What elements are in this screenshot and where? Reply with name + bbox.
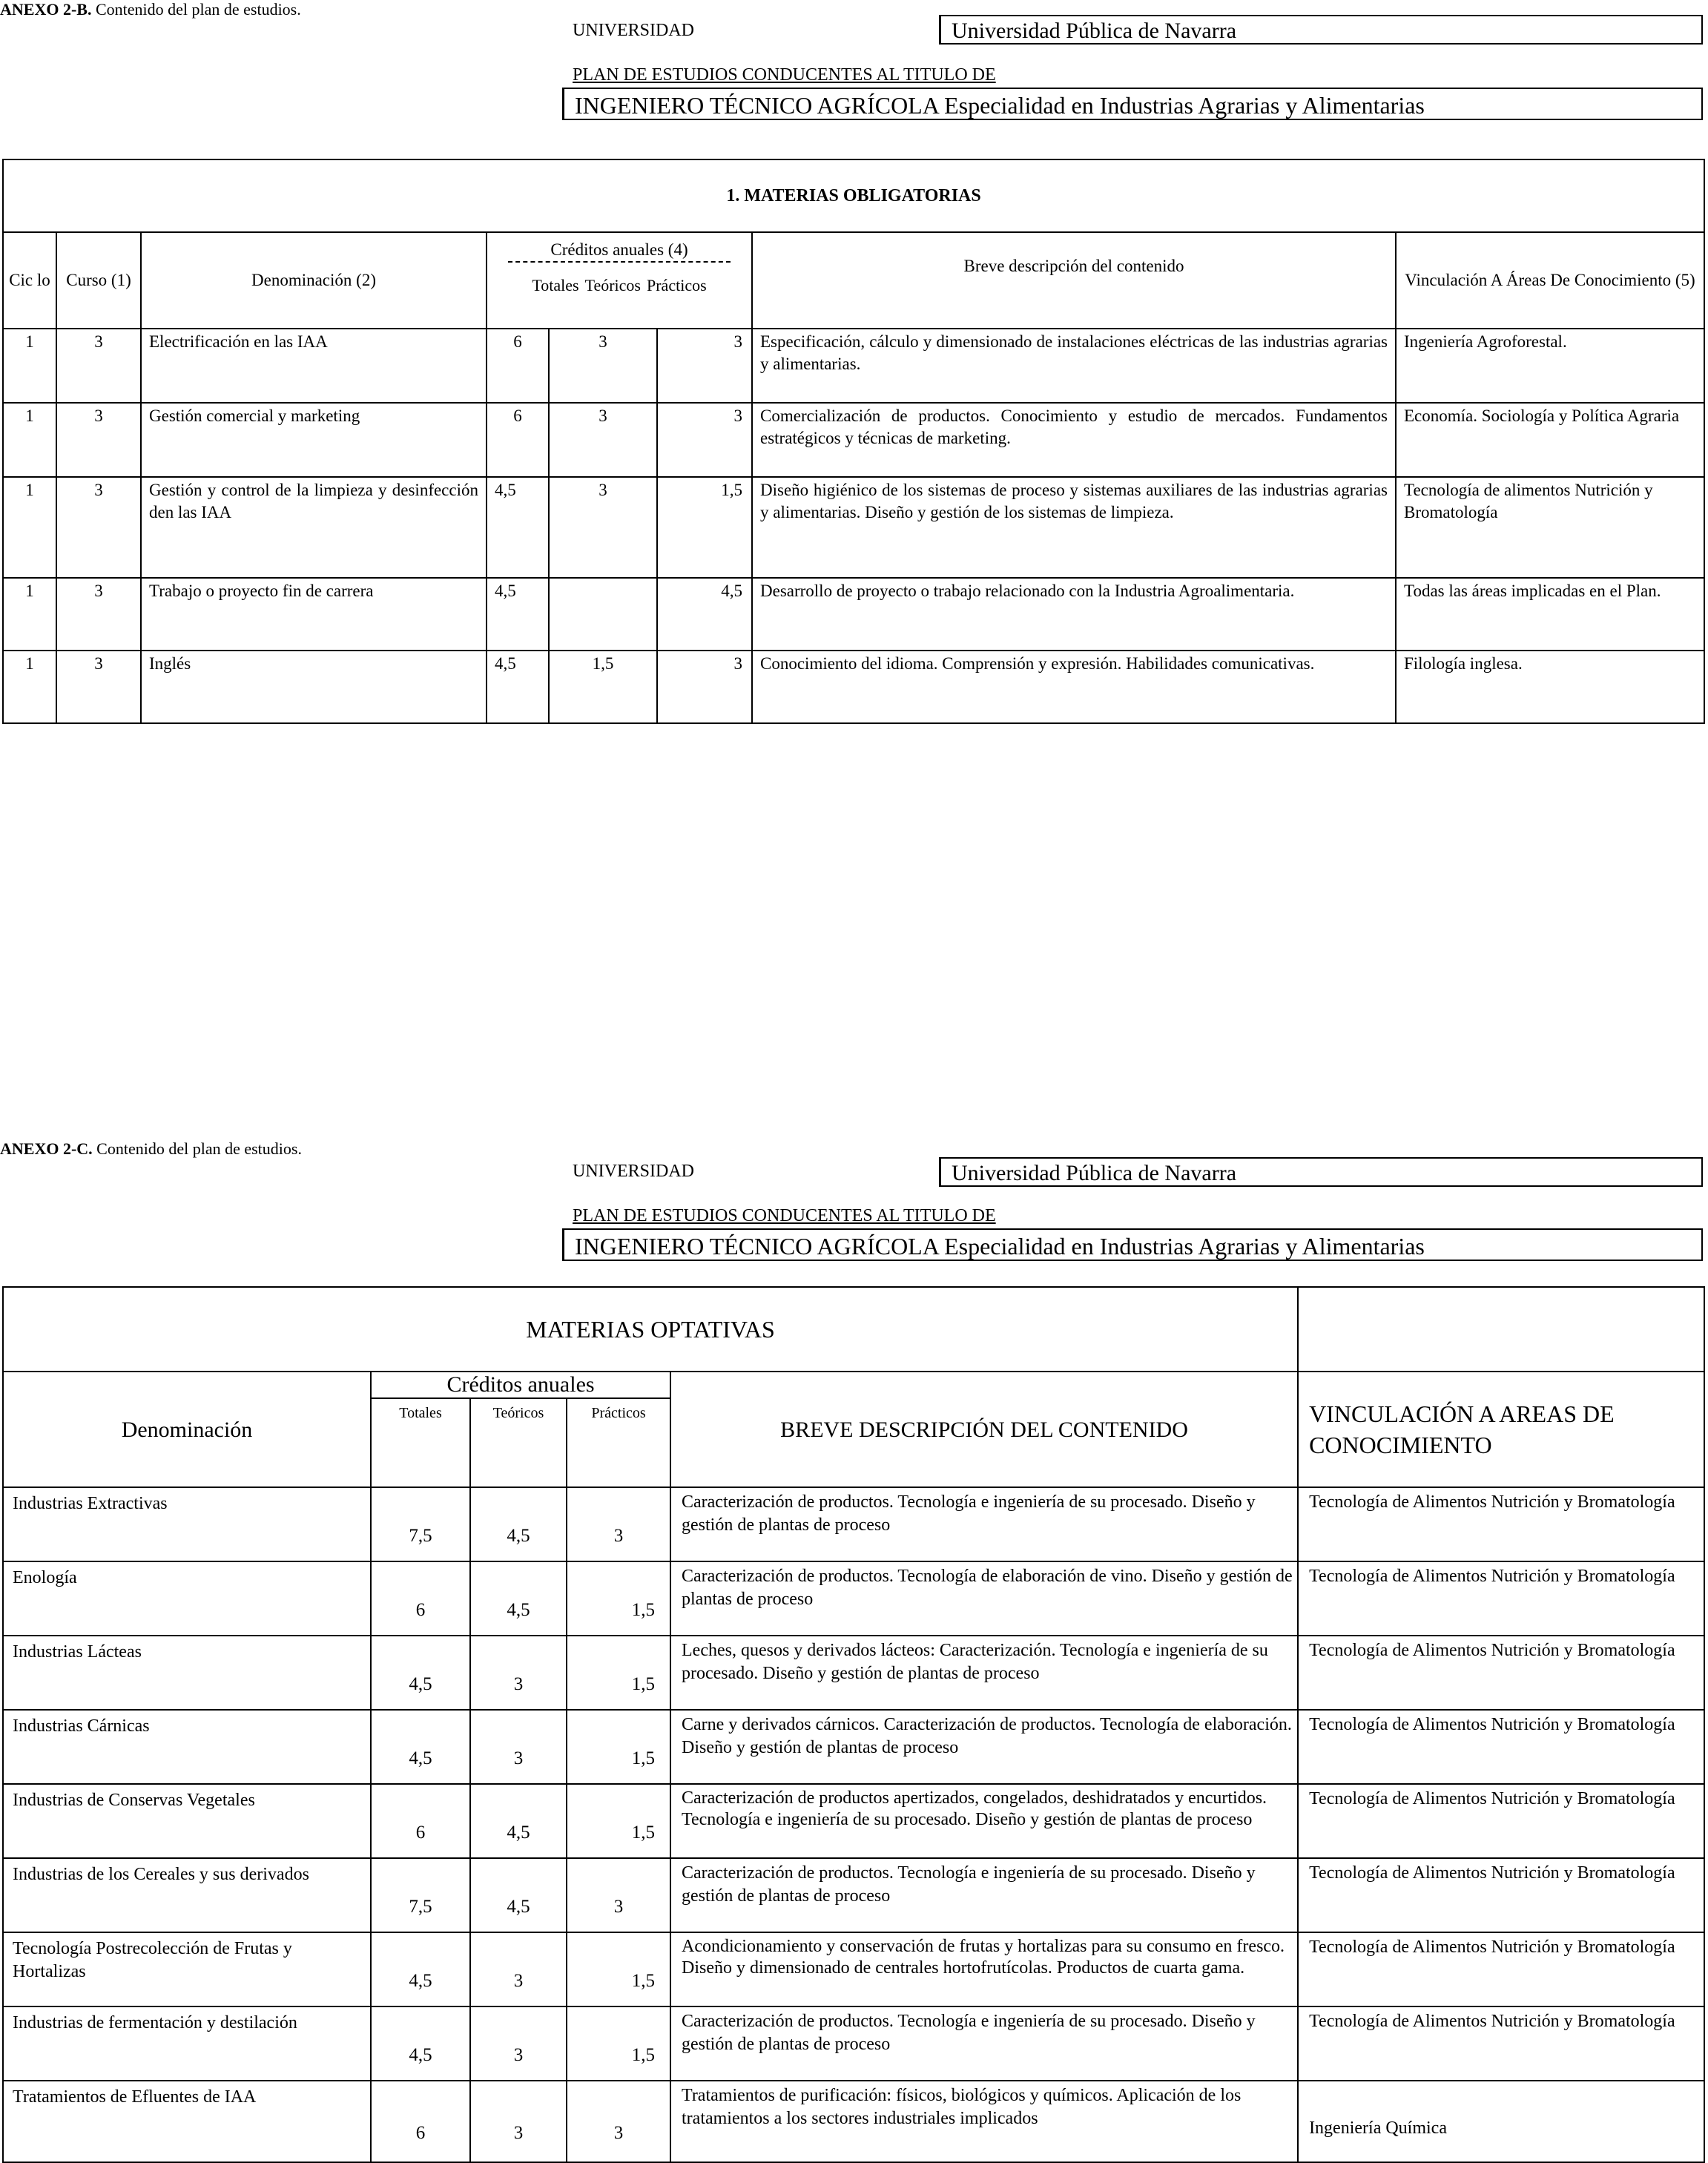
cell-curso: 3 (56, 477, 141, 578)
cell-denominacion: Industrias Lácteas (3, 1636, 371, 1710)
cell-denominacion: Gestión y control de la limpieza y desinfección den las IAA (141, 477, 487, 578)
cell-teoricos: 3 (470, 2006, 567, 2081)
cell-ciclo: 1 (3, 477, 56, 578)
cell-vinculacion: Tecnología de Alimentos Nutrición y Bromatología (1298, 1561, 1704, 1636)
blank-header-cell (1298, 1287, 1704, 1372)
cell-descripcion: Acondicionamiento y conservación de frutas y hortalizas para su consumo en fresco. Diseño y dimensionado de centrales hortofrutícolas. Productos de cuarta gama. (670, 1932, 1298, 2006)
header-practicos: Prácticos (567, 1398, 670, 1487)
anexo-b-label: ANEXO 2-B. Contenido del plan de estudios. (0, 0, 301, 19)
cell-vinculacion: Tecnología de Alimentos Nutrición y Bromatología (1298, 1710, 1704, 1784)
cell-practicos: 1,5 (567, 1784, 670, 1858)
cell-denominacion: Enología (3, 1561, 371, 1636)
cell-descripcion: Caracterización de productos. Tecnología e ingeniería de su procesado. Diseño y gestión de plantas de proceso (670, 2006, 1298, 2081)
cell-totales: 6 (371, 2081, 470, 2162)
table-row (3, 1487, 1704, 1561)
cell-denominacion: Electrificación en las IAA (141, 329, 487, 403)
cell-descripcion: Especificación, cálculo y dimensionado de instalaciones eléctricas de las industrias agrarias y alimentarias. (752, 329, 1396, 403)
cell-curso: 3 (56, 329, 141, 403)
table-row (3, 1784, 1704, 1858)
cell-descripcion: Leches, quesos y derivados lácteos: Caracterización. Tecnología e ingeniería de su procesado. Diseño y gestión de plantas de proceso (670, 1636, 1298, 1710)
cell-descripcion: Tratamientos de purificación: físicos, biológicos y químicos. Aplicación de los tratamientos a los sectores industriales implicados (670, 2081, 1298, 2162)
header-descripcion: BREVE DESCRIPCIÓN DEL CONTENIDO (670, 1372, 1298, 1487)
cell-practicos: 3 (567, 1858, 670, 1932)
cell-totales: 4,5 (371, 1636, 470, 1710)
cell-denominacion: Tecnología Postrecolección de Frutas y Hortalizas (3, 1932, 371, 2006)
table-row (3, 477, 1704, 578)
section-title: MATERIAS OPTATIVAS (3, 1287, 1298, 1372)
cell-vinculacion: Ingeniería Agroforestal. (1396, 329, 1704, 403)
materias-optativas-table (2, 1286, 1705, 2163)
cell-denominacion: Industrias de Conservas Vegetales (3, 1784, 371, 1858)
cell-ciclo: 1 (3, 403, 56, 477)
cell-denominacion: Industrias Extractivas (3, 1487, 371, 1561)
cell-descripcion: Carne y derivados cárnicos. Caracterización de productos. Tecnología de elaboración. Diseño y gestión de plantas de proceso (670, 1710, 1298, 1784)
cell-descripcion: Conocimiento del idioma. Comprensión y expresión. Habilidades comunicativas. (752, 651, 1396, 723)
plan-label: PLAN DE ESTUDIOS CONDUCENTES AL TITULO DE (573, 65, 996, 85)
header-creditos (487, 232, 752, 329)
table-row (3, 1858, 1704, 1932)
header-creditos-title: Créditos anuales (4) (550, 240, 688, 259)
cell-ciclo: 1 (3, 578, 56, 651)
cell-totales: 6 (487, 403, 549, 477)
cell-totales: 4,5 (371, 1710, 470, 1784)
titulo-box: INGENIERO TÉCNICO AGRÍCOLA Especialidad en Industrias Agrarias y Alimentarias (562, 1228, 1703, 1261)
section-title: 1. MATERIAS OBLIGATORIAS (3, 159, 1704, 232)
cell-vinculacion: Ingeniería Química (1298, 2081, 1704, 2162)
cell-practicos: 3 (657, 651, 752, 723)
cell-totales: 4,5 (371, 2006, 470, 2081)
table-row (3, 1932, 1704, 2006)
table-row (3, 1561, 1704, 1636)
table-row (3, 2081, 1704, 2162)
cell-descripcion: Caracterización de productos. Tecnología de elaboración de vino. Diseño y gestión de plantas de proceso (670, 1561, 1298, 1636)
cell-curso: 3 (56, 578, 141, 651)
cell-totales: 7,5 (371, 1858, 470, 1932)
table-row (3, 1636, 1704, 1710)
cell-teoricos: 3 (470, 2081, 567, 2162)
cell-practicos: 1,5 (567, 1710, 670, 1784)
anexo-c-label: ANEXO 2-C. Contenido del plan de estudios. (0, 1139, 302, 1158)
cell-totales: 6 (487, 329, 549, 403)
cell-teoricos: 3 (549, 477, 657, 578)
cell-practicos: 3 (567, 1487, 670, 1561)
table-row (3, 1710, 1704, 1784)
cell-practicos: 3 (657, 403, 752, 477)
header-curso: Curso (1) (56, 232, 141, 329)
table-row (3, 2006, 1704, 2081)
cell-totales: 4,5 (371, 1932, 470, 2006)
cell-teoricos: 4,5 (470, 1561, 567, 1636)
cell-practicos: 1,5 (567, 1932, 670, 2006)
cell-descripcion: Comercialización de productos. Conocimiento y estudio de mercados. Fundamentos estratégicos y técnicas de marketing. (752, 403, 1396, 477)
cell-teoricos: 3 (470, 1710, 567, 1784)
cell-practicos: 3 (657, 329, 752, 403)
header-totales: Totales (532, 276, 579, 294)
cell-descripcion: Diseño higiénico de los sistemas de proceso y sistemas auxiliares de las industrias agrarias y alimentarias. Diseño y gestión de los sistemas de limpieza. (752, 477, 1396, 578)
cell-ciclo: 1 (3, 329, 56, 403)
cell-vinculacion: Tecnología de Alimentos Nutrición y Bromatología (1298, 1487, 1704, 1561)
cell-descripcion: Caracterización de productos. Tecnología e ingeniería de su procesado. Diseño y gestión de plantas de proceso (670, 1858, 1298, 1932)
cell-practicos: 1,5 (567, 1561, 670, 1636)
cell-teoricos: 3 (549, 329, 657, 403)
dashed-divider (508, 261, 731, 263)
cell-practicos: 4,5 (657, 578, 752, 651)
creditos-subheaders (487, 274, 751, 297)
cell-denominacion: Industrias de los Cereales y sus derivados (3, 1858, 371, 1932)
table-row (3, 329, 1704, 403)
cell-denominacion: Industrias de fermentación y destilación (3, 2006, 371, 2081)
materias-obligatorias-table (2, 159, 1705, 724)
header-vinculacion: Vinculación A Áreas De Conocimiento (5) (1396, 232, 1704, 329)
cell-vinculacion: Filología inglesa. (1396, 651, 1704, 723)
plan-label: PLAN DE ESTUDIOS CONDUCENTES AL TITULO DE (573, 1206, 996, 1225)
cell-vinculacion: Tecnología de Alimentos Nutrición y Bromatología (1298, 1784, 1704, 1858)
cell-denominacion: Inglés (141, 651, 487, 723)
cell-denominacion: Gestión comercial y marketing (141, 403, 487, 477)
header-vinculacion: VINCULACIÓN A AREAS DE CONOCIMIENTO (1298, 1372, 1704, 1487)
header-creditos: Créditos anuales (371, 1372, 670, 1398)
cell-practicos: 3 (567, 2081, 670, 2162)
table-row (3, 651, 1704, 723)
cell-descripcion: Caracterización de productos. Tecnología e ingeniería de su procesado. Diseño y gestión de plantas de proceso (670, 1487, 1298, 1561)
cell-teoricos: 4,5 (470, 1487, 567, 1561)
cell-totales: 6 (371, 1784, 470, 1858)
cell-totales: 7,5 (371, 1487, 470, 1561)
cell-totales: 4,5 (487, 477, 549, 578)
cell-curso: 3 (56, 651, 141, 723)
cell-practicos: 1,5 (567, 1636, 670, 1710)
cell-descripcion: Desarrollo de proyecto o trabajo relacionado con la Industria Agroalimentaria. (752, 578, 1396, 651)
header-denominacion: Denominación (3, 1372, 371, 1487)
header-denominacion: Denominación (2) (141, 232, 487, 329)
header-teoricos: Teóricos (584, 276, 641, 294)
cell-vinculacion: Tecnología de Alimentos Nutrición y Bromatología (1298, 1636, 1704, 1710)
table-row (3, 403, 1704, 477)
universidad-label: UNIVERSIDAD (573, 21, 694, 40)
cell-curso: 3 (56, 403, 141, 477)
titulo-box: INGENIERO TÉCNICO AGRÍCOLA Especialidad en Industrias Agrarias y Alimentarias (562, 88, 1703, 120)
cell-totales: 6 (371, 1561, 470, 1636)
cell-teoricos: 3 (470, 1932, 567, 2006)
cell-descripcion: Caracterización de productos apertizados, congelados, deshidratados y encurtidos. Tecnología e ingeniería de su procesado. Diseño y gestión de plantas de proceso (670, 1784, 1298, 1858)
universidad-value: Universidad Pública de Navarra (939, 15, 1703, 45)
cell-denominacion: Tratamientos de Efluentes de IAA (3, 2081, 371, 2162)
header-totales: Totales (371, 1398, 470, 1487)
cell-teoricos: 1,5 (549, 651, 657, 723)
cell-totales: 4,5 (487, 578, 549, 651)
universidad-label: UNIVERSIDAD (573, 1162, 694, 1181)
cell-vinculacion: Economía. Sociología y Política Agraria (1396, 403, 1704, 477)
table-row (3, 578, 1704, 651)
cell-vinculacion: Tecnología de Alimentos Nutrición y Bromatología (1298, 1858, 1704, 1932)
cell-teoricos: 4,5 (470, 1784, 567, 1858)
cell-vinculacion: Tecnología de alimentos Nutrición y Bromatología (1396, 477, 1704, 578)
cell-vinculacion: Tecnología de Alimentos Nutrición y Bromatología (1298, 2006, 1704, 2081)
cell-vinculacion: Todas las áreas implicadas en el Plan. (1396, 578, 1704, 651)
cell-ciclo: 1 (3, 651, 56, 723)
header-ciclo: Cic lo (3, 232, 56, 329)
cell-teoricos: 4,5 (470, 1858, 567, 1932)
cell-denominacion: Trabajo o proyecto fin de carrera (141, 578, 487, 651)
cell-vinculacion: Tecnología de Alimentos Nutrición y Bromatología (1298, 1932, 1704, 2006)
header-practicos: Prácticos (647, 276, 707, 294)
header-teoricos: Teóricos (470, 1398, 567, 1487)
cell-practicos: 1,5 (657, 477, 752, 578)
cell-denominacion: Industrias Cárnicas (3, 1710, 371, 1784)
cell-teoricos (549, 578, 657, 651)
header-descripcion: Breve descripción del contenido (752, 232, 1396, 329)
cell-teoricos: 3 (470, 1636, 567, 1710)
cell-practicos: 1,5 (567, 2006, 670, 2081)
cell-teoricos: 3 (549, 403, 657, 477)
cell-totales: 4,5 (487, 651, 549, 723)
universidad-value: Universidad Pública de Navarra (939, 1157, 1703, 1187)
